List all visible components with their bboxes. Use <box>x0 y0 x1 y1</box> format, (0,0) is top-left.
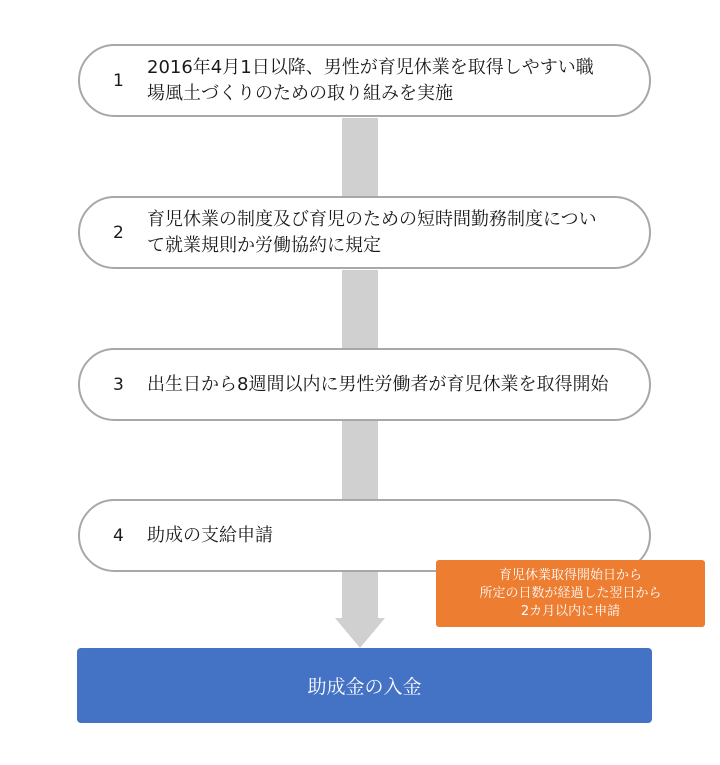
step-3-number: 3 <box>113 374 124 395</box>
step-2 <box>78 196 651 269</box>
connector-1-2 <box>342 118 378 196</box>
step-1 <box>78 44 651 117</box>
step-3-text: 出生日から8週間以内に男性労働者が育児休業を取得開始 <box>147 373 609 395</box>
connector-3-4 <box>342 421 378 499</box>
note-line-1: 育児休業取得開始日から <box>498 567 642 583</box>
step-1-number: 1 <box>113 70 124 91</box>
step-3 <box>78 348 651 421</box>
note-line-3: 2カ月以内に申請 <box>520 603 621 619</box>
final-step-payment <box>77 648 652 723</box>
application-deadline-note <box>436 560 705 627</box>
step-2-number: 2 <box>113 222 124 243</box>
step-1-text: 2016年4月1日以降、男性が育児休業を取得しやすい職場風土づくりのための取り組みを実施 <box>147 56 594 104</box>
connector-4-final <box>342 572 378 620</box>
final-label: 助成金の入金 <box>307 676 422 698</box>
step-4-text: 助成の支給申請 <box>147 524 273 546</box>
note-line-2: 所定の日数が経過した翌日から <box>479 585 662 601</box>
connector-2-3 <box>342 270 378 348</box>
step-2-text: 育児休業の制度及び育児のための短時間勤務制度について就業規則か労働協約に規定 <box>147 208 597 256</box>
arrow-down-icon <box>335 618 385 648</box>
step-4-number: 4 <box>113 525 124 546</box>
